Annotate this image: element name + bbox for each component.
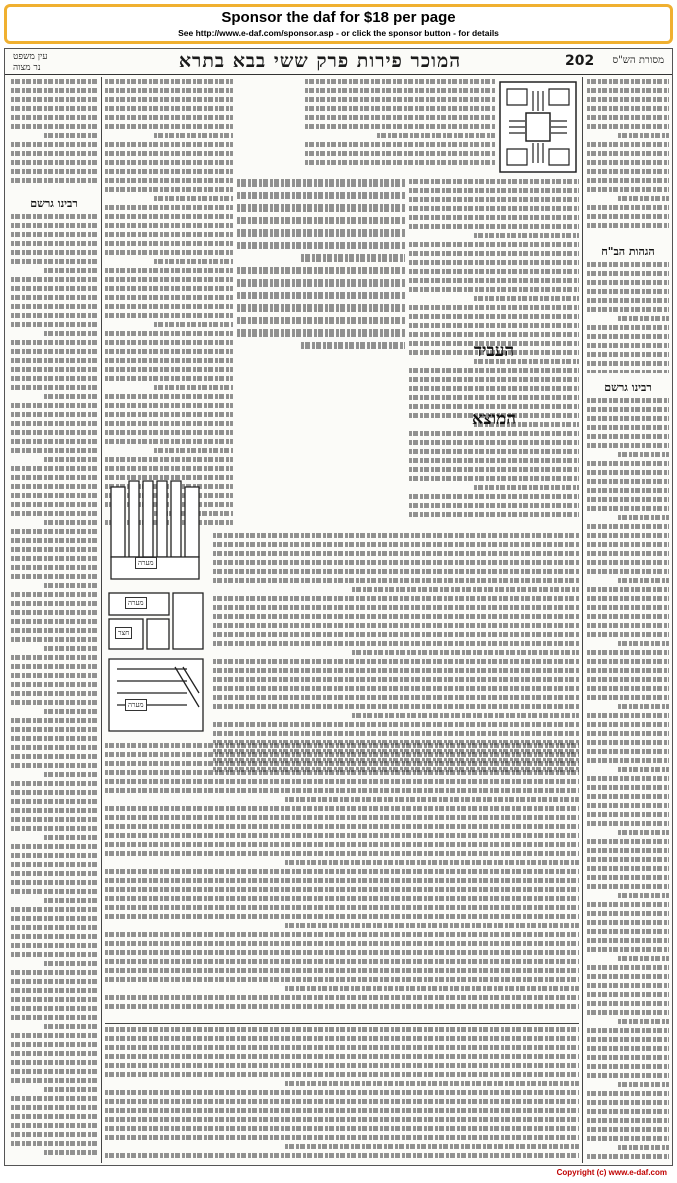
rabbeinu-gershom-left-text: [11, 214, 97, 1159]
masoret-hashas-column: [587, 79, 669, 239]
tosafot-column: [105, 79, 233, 529]
rabbeinu-gershom-right-heading: רבינו גרשם: [604, 381, 652, 394]
gemara-keyword-2: המוצא: [471, 409, 517, 429]
rabbeinu-gershom-right-text: [587, 398, 669, 1159]
page-footer: [4, 1168, 673, 1182]
yard-label: חצר: [115, 627, 132, 639]
hagahot-text: [587, 262, 669, 373]
gemara-keyword-1: העביד: [473, 341, 515, 361]
ein-mishpat-column: [11, 79, 97, 189]
bottom-commentary-text: [105, 1027, 579, 1158]
gemara-keyword-row: [409, 341, 579, 363]
banner-title[interactable]: Sponsor the daf for $18 per page: [221, 9, 456, 26]
tosafot-lower-text: [105, 743, 579, 1009]
rabbeinu-gershom-right-column: [587, 379, 669, 1159]
cave-label-bottom: מערה: [125, 699, 147, 711]
cave-yard-diagram: [105, 589, 209, 739]
talmud-page: [4, 48, 673, 1166]
rashi-continuation-text: [213, 533, 579, 772]
cave-label-middle: מערה: [125, 597, 147, 609]
page-number: 202: [565, 53, 595, 69]
gemara-text: [237, 179, 405, 349]
page-header: [5, 49, 672, 75]
cave-diagram-top: [105, 477, 209, 585]
ein-mishpat-label: עין משפט: [13, 52, 48, 62]
gemara-top-text: [305, 79, 495, 165]
ner-mitzvah-label: נר מצוה: [13, 63, 41, 73]
rabbeinu-gershom-left-heading: רבינו גרשם: [30, 197, 78, 210]
gemara-text-block: [237, 179, 405, 364]
banner-subtitle[interactable]: See http://www.e-daf.com/sponsor.asp - or click the sponsor button - for details: [178, 28, 499, 38]
tosafot-text: [105, 79, 233, 525]
bottom-commentary: [105, 1027, 579, 1163]
cave-cross-diagram: [499, 81, 577, 173]
hagahot-heading: הגהות הב"ח: [601, 245, 655, 258]
tosafot-lower-block: [105, 743, 579, 1019]
sponsor-banner[interactable]: [4, 4, 673, 44]
copyright-link[interactable]: Copyright (c) www.e-daf.com: [556, 1168, 667, 1177]
ein-mishpat-text: [11, 79, 97, 183]
rabbeinu-gershom-left-column: [11, 195, 97, 1159]
gemara-keyword-row-2: [409, 409, 579, 431]
hagahot-column: [587, 243, 669, 373]
masoret-hashas-label: מסורת הש"ס: [612, 55, 664, 66]
gemara-top-block: [305, 79, 495, 175]
masoret-text: [587, 79, 669, 228]
cave-label-top: מערה: [135, 557, 157, 569]
page-title: המוכר פירות פרק ששי בבא בתרא: [178, 50, 462, 72]
